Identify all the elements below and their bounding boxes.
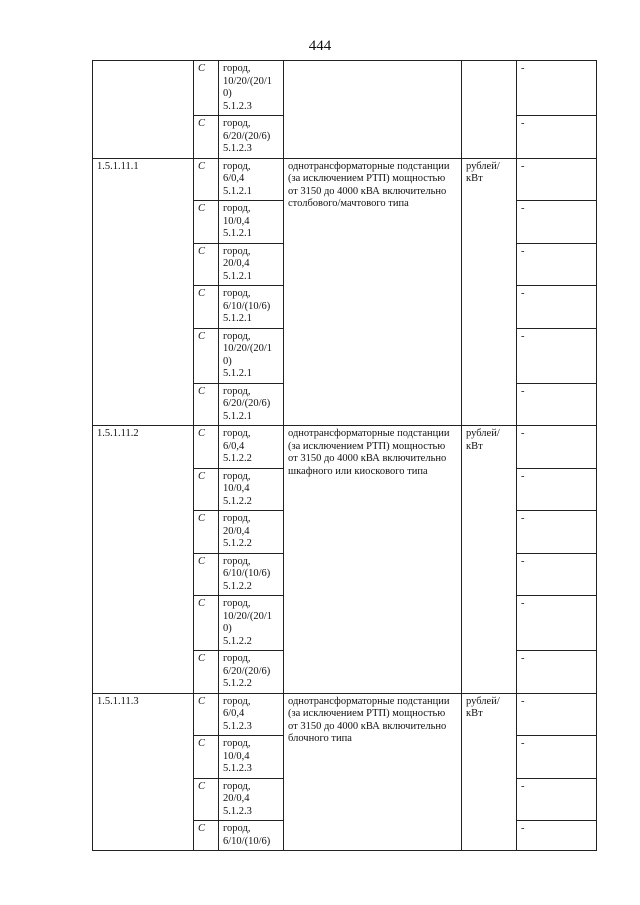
location-voltage-cell: город, 10/20/(20/1 0) 5.1.2.2: [219, 596, 284, 651]
location-voltage-cell: город, 6/20/(20/6) 5.1.2.2: [219, 651, 284, 694]
rate-value-cell: -: [517, 61, 597, 116]
rate-value-cell: -: [517, 243, 597, 286]
category-cell: С: [194, 383, 219, 426]
location-voltage-cell: город, 6/10/(10/6) 5.1.2.2: [219, 553, 284, 596]
location-voltage-cell: город, 6/0,4 5.1.2.1: [219, 158, 284, 201]
category-cell: С: [194, 328, 219, 383]
unit-cell: [462, 61, 517, 159]
rate-value-cell: -: [517, 821, 597, 851]
location-voltage-cell: город, 6/0,4 5.1.2.3: [219, 693, 284, 736]
location-voltage-cell: город, 6/20/(20/6) 5.1.2.1: [219, 383, 284, 426]
category-cell: С: [194, 116, 219, 159]
description-cell: [284, 61, 462, 159]
item-code-cell: 1.5.1.11.1: [93, 158, 194, 426]
category-cell: С: [194, 158, 219, 201]
location-voltage-cell: город, 10/0,4 5.1.2.1: [219, 201, 284, 244]
category-cell: С: [194, 286, 219, 329]
rate-value-cell: -: [517, 383, 597, 426]
description-cell: однотрансформаторные подстанции (за исключением РТП) мощностью от 3150 до 4000 кВА включительно столбового/мачтового типа: [284, 158, 462, 426]
category-cell: С: [194, 693, 219, 736]
category-cell: С: [194, 651, 219, 694]
unit-cell: рублей/ кВт: [462, 426, 517, 694]
rate-value-cell: -: [517, 596, 597, 651]
category-cell: С: [194, 468, 219, 511]
category-cell: С: [194, 243, 219, 286]
category-cell: С: [194, 511, 219, 554]
location-voltage-cell: город, 10/20/(20/1 0) 5.1.2.1: [219, 328, 284, 383]
unit-cell: рублей/ кВт: [462, 158, 517, 426]
category-cell: С: [194, 553, 219, 596]
rate-value-cell: -: [517, 468, 597, 511]
tariff-table: [92, 60, 597, 851]
location-voltage-cell: город, 20/0,4 5.1.2.1: [219, 243, 284, 286]
rate-value-cell: -: [517, 651, 597, 694]
item-code-cell: 1.5.1.11.2: [93, 426, 194, 694]
table-row: [93, 61, 597, 116]
location-voltage-cell: город, 20/0,4 5.1.2.3: [219, 778, 284, 821]
category-cell: С: [194, 736, 219, 779]
rate-value-cell: -: [517, 426, 597, 469]
rate-value-cell: -: [517, 328, 597, 383]
rate-value-cell: -: [517, 201, 597, 244]
location-voltage-cell: город, 6/20/(20/6) 5.1.2.3: [219, 116, 284, 159]
rate-value-cell: -: [517, 116, 597, 159]
page-number: 444: [308, 38, 332, 54]
table-row: [93, 693, 597, 736]
rate-value-cell: -: [517, 511, 597, 554]
item-code-cell: [93, 61, 194, 159]
description-cell: однотрансформаторные подстанции (за исключением РТП) мощностью от 3150 до 4000 кВА включительно шкафного или киоскового типа: [284, 426, 462, 694]
category-cell: С: [194, 61, 219, 116]
location-voltage-cell: город, 10/0,4 5.1.2.3: [219, 736, 284, 779]
location-voltage-cell: город, 6/0,4 5.1.2.2: [219, 426, 284, 469]
table-row: [93, 158, 597, 201]
category-cell: С: [194, 778, 219, 821]
rate-value-cell: -: [517, 736, 597, 779]
category-cell: С: [194, 596, 219, 651]
item-code-cell: 1.5.1.11.3: [93, 693, 194, 851]
location-voltage-cell: город, 10/0,4 5.1.2.2: [219, 468, 284, 511]
unit-cell: рублей/ кВт: [462, 693, 517, 851]
table-row: [93, 426, 597, 469]
location-voltage-cell: город, 6/10/(10/6): [219, 821, 284, 851]
rate-value-cell: -: [517, 778, 597, 821]
category-cell: С: [194, 426, 219, 469]
category-cell: С: [194, 201, 219, 244]
category-cell: С: [194, 821, 219, 851]
location-voltage-cell: город, 10/20/(20/1 0) 5.1.2.3: [219, 61, 284, 116]
rate-value-cell: -: [517, 158, 597, 201]
description-cell: однотрансформаторные подстанции (за исключением РТП) мощностью от 3150 до 4000 кВА включительно блочного типа: [284, 693, 462, 851]
location-voltage-cell: город, 6/10/(10/6) 5.1.2.1: [219, 286, 284, 329]
rate-value-cell: -: [517, 286, 597, 329]
rate-value-cell: -: [517, 693, 597, 736]
location-voltage-cell: город, 20/0,4 5.1.2.2: [219, 511, 284, 554]
rate-value-cell: -: [517, 553, 597, 596]
